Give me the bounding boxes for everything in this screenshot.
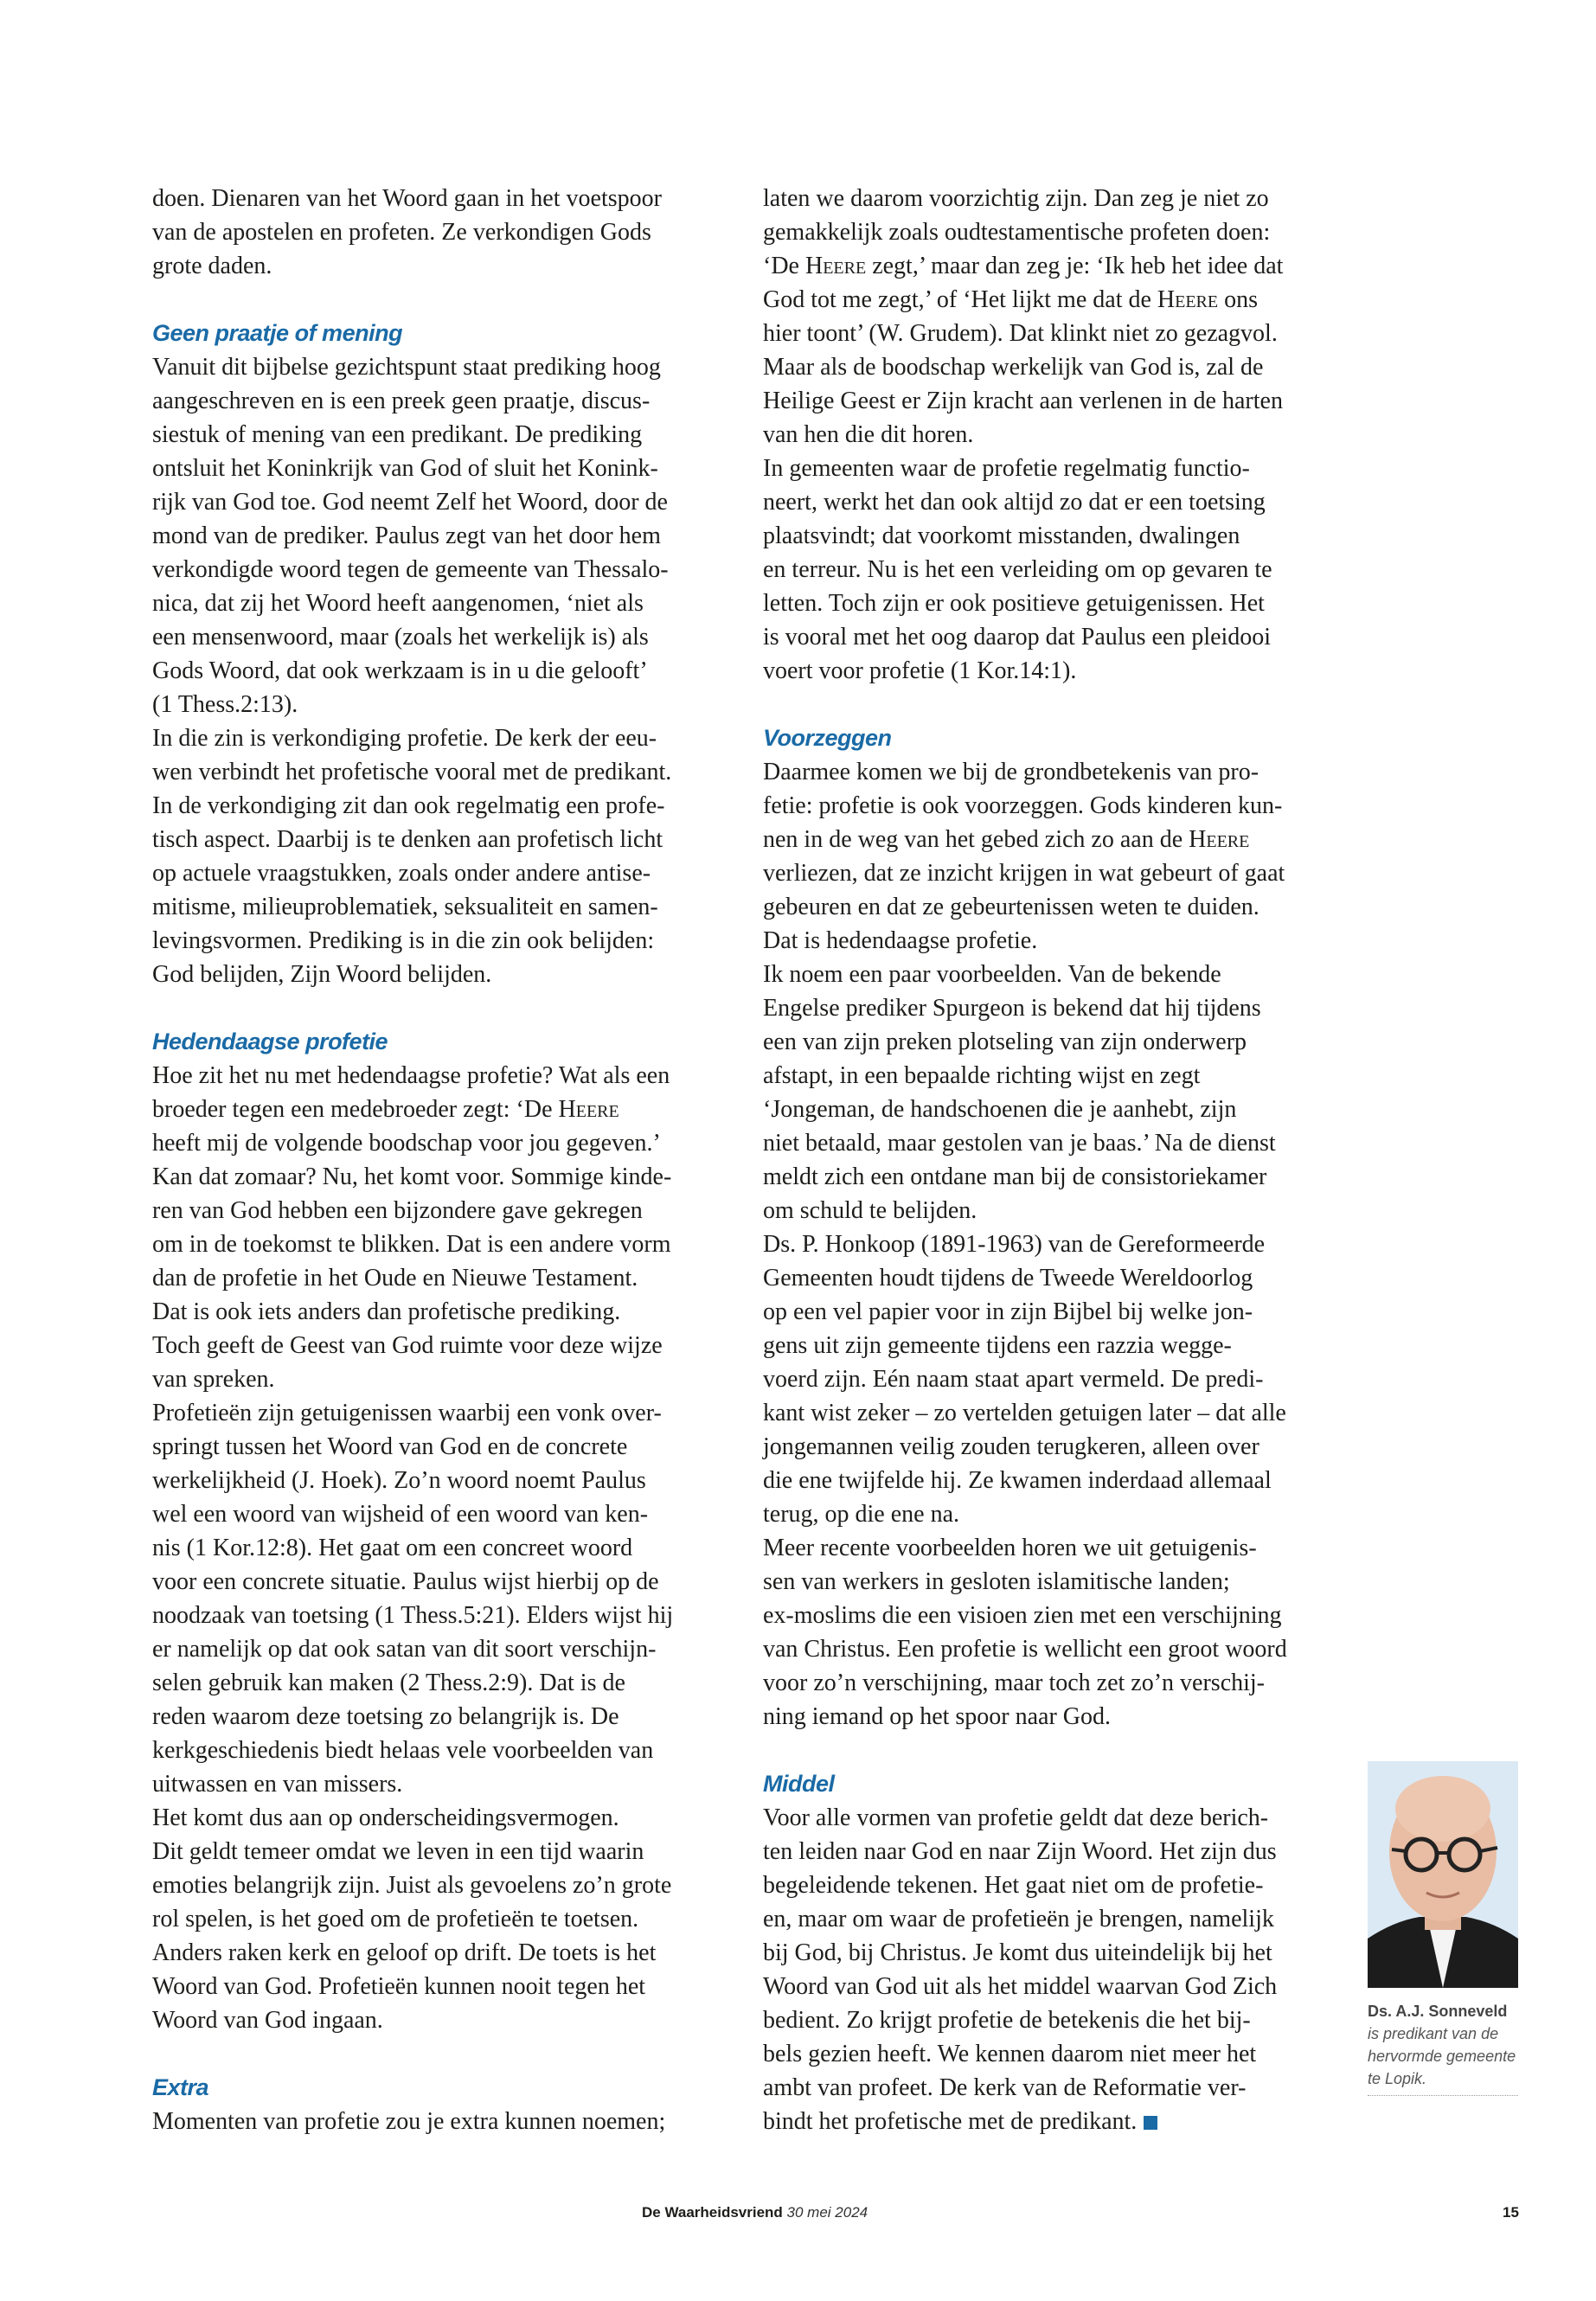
paragraph-line: van de apostelen en profeten. Ze verkondigen Gods	[152, 219, 651, 246]
paragraph-line: jongemannen veilig zouden terugkeren, alleen over	[763, 1433, 1259, 1460]
paragraph-line: heeft mij de volgende boodschap voor jou gegeven.’	[152, 1130, 661, 1157]
paragraph-line: gebeuren en dat ze gebeurtenissen weten te duiden.	[763, 894, 1259, 920]
section-heading: Extra	[152, 2074, 209, 2100]
small-caps-word: Heere	[558, 1096, 619, 1123]
paragraph-line: Dit geldt temeer omdat we leven in een tijd waarin	[152, 1838, 644, 1865]
paragraph-line: nica, dat zij het Woord heeft aangenomen, ‘niet als	[152, 590, 644, 617]
paragraph-line: plaatsvindt; dat voorkomt misstanden, dwalingen	[763, 522, 1240, 549]
author-role-line: is predikant van de	[1368, 2025, 1499, 2042]
paragraph-line: een van zijn preken plotseling van zijn onderwerp	[763, 1029, 1247, 1055]
paragraph-line: voor zo’n verschijning, maar toch zet zo’n verschij-	[763, 1670, 1266, 1696]
paragraph-line: en terreur. Nu is het een verleiding om op gevaren te	[763, 556, 1272, 583]
paragraph-line: uitwassen en van missers.	[152, 1771, 403, 1798]
paragraph-line: verliezen, dat ze inzicht krijgen in wat gebeurt of gaat	[763, 860, 1285, 887]
author-role-line: te Lopik.	[1368, 2070, 1427, 2087]
paragraph-line: Profetieën zijn getuigenissen waarbij een vonk over-	[152, 1400, 662, 1426]
paragraph-line: broeder tegen een medebroeder zegt: ‘De Heere	[152, 1096, 619, 1123]
paragraph-line: Het komt dus aan op onderscheidingsvermogen.	[152, 1804, 619, 1831]
section-heading: Middel	[763, 1771, 835, 1797]
paragraph-line: God tot me zegt,’ of ‘Het lijkt me dat de Heere ons	[763, 286, 1259, 313]
paragraph-line: niet betaald, maar gestolen van je baas.’ Na de dienst	[763, 1130, 1276, 1157]
paragraph-line: grote daden.	[152, 253, 272, 279]
paragraph-line: wel een woord van wijsheid of een woord van ken-	[152, 1501, 649, 1528]
paragraph-line: fetie: profetie is ook voorzeggen. Gods kinderen kun-	[763, 792, 1283, 819]
paragraph-line: Toch geeft de Geest van God ruimte voor deze wijze	[152, 1332, 663, 1359]
paragraph-line: bels gezien heeft. We kennen daarom niet meer het	[763, 2041, 1257, 2067]
small-caps-word: Heere	[1189, 826, 1250, 853]
paragraph-line: om schuld te belijden.	[763, 1197, 977, 1224]
article-end-icon	[1144, 2116, 1157, 2130]
paragraph-line: kerkgeschiedenis biedt helaas vele voorbeelden van	[152, 1737, 654, 1764]
paragraph-line: emoties belangrijk zijn. Juist als gevoelens zo’n grote	[152, 1872, 672, 1899]
paragraph-line: Woord van God. Profetieën kunnen nooit tegen het	[152, 1973, 646, 2000]
paragraph-line: dan de profetie in het Oude en Nieuwe Testament.	[152, 1265, 638, 1292]
paragraph-line: op actuele vraagstukken, zoals onder andere antise-	[152, 860, 651, 887]
paragraph-line: Gods Woord, dat ook werkzaam is in u die gelooft’	[152, 657, 648, 684]
paragraph-line: van spreken.	[152, 1366, 275, 1393]
paragraph-line: wen verbindt het profetische vooral met de predikant.	[152, 759, 672, 785]
paragraph-line: In die zin is verkondiging profetie. De kerk der eeu-	[152, 725, 657, 752]
paragraph-line: ‘De Heere zegt,’ maar dan zeg je: ‘Ik heb het idee dat	[763, 253, 1284, 279]
paragraph-line: en, maar om waar de profetieën je brengen, namelijk	[763, 1906, 1274, 1932]
paragraph-line: noodzaak van toetsing (1 Thess.5:21). Elders wijst hij	[152, 1602, 674, 1629]
paragraph-line: springt tussen het Woord van God en de concrete	[152, 1433, 628, 1460]
paragraph-line: is vooral met het oog daarop dat Paulus een pleidooi	[763, 624, 1272, 651]
author-role	[1368, 2022, 1518, 2090]
author-box	[1368, 1761, 1518, 2096]
paragraph-line: Anders raken kerk en geloof op drift. De toets is het	[152, 1939, 657, 1966]
paragraph-line: sen van werkers in gesloten islamitische landen;	[763, 1568, 1230, 1595]
paragraph-line: een mensenwoord, maar (zoals het werkelijk is) als	[152, 624, 649, 651]
paragraph-line: mitisme, milieuproblematiek, seksualiteit en samen-	[152, 894, 658, 920]
paragraph-line: Daarmee komen we bij de grondbetekenis van pro-	[763, 759, 1259, 785]
paragraph-line: Ds. P. Honkoop (1891-1963) van de Gereformeerde	[763, 1231, 1266, 1258]
paragraph-line: terug, op die ene na.	[763, 1501, 960, 1528]
caption-divider	[1368, 2095, 1518, 2096]
paragraph-line: verkondigde woord tegen de gemeente van Thessalo-	[152, 556, 669, 583]
article-column-left	[152, 182, 740, 2138]
article-column-right	[763, 182, 1351, 2138]
paragraph-line: rijk van God toe. God neemt Zelf het Woord, door de	[152, 489, 668, 516]
author-name: Ds. A.J. Sonneveld	[1368, 2003, 1508, 2020]
paragraph-line: afstapt, in een bepaalde richting wijst en zegt	[763, 1062, 1201, 1089]
author-portrait-illustration	[1368, 1761, 1518, 1988]
paragraph-line: rol spelen, is het goed om de profetieën te toetsen.	[152, 1906, 639, 1932]
paragraph-line: werkelijkheid (J. Hoek). Zo’n woord noemt Paulus	[152, 1467, 646, 1494]
paragraph-line: selen gebruik kan maken (2 Thess.2:9). Dat is de	[152, 1670, 625, 1696]
paragraph-line: God belijden, Zijn Woord belijden.	[152, 961, 492, 988]
paragraph-line: (1 Thess.2:13).	[152, 691, 298, 718]
small-caps-word: Heere	[804, 253, 867, 279]
paragraph-line: ning iemand op het spoor naar God.	[763, 1703, 1112, 1730]
paragraph-line: nis (1 Kor.12:8). Het gaat om een concreet woord	[152, 1535, 633, 1561]
paragraph-line: laten we daarom voorzichtig zijn. Dan zeg je niet zo	[763, 185, 1269, 212]
paragraph-line: bindt het profetische met de predikant.	[763, 2105, 1351, 2138]
paragraph-line: gens uit zijn gemeente tijdens een razzia wegge-	[763, 1332, 1232, 1359]
paragraph-line: Momenten van profetie zou je extra kunnen noemen;	[152, 2108, 666, 2135]
paragraph-line: siestuk of mening van een predikant. De prediking	[152, 421, 643, 448]
paragraph-line: bedient. Zo krijgt profetie de betekenis die het bij-	[763, 2007, 1251, 2034]
paragraph-line: In de verkondiging zit dan ook regelmatig een profe-	[152, 792, 665, 819]
paragraph-line: meldt zich een ontdane man bij de consistoriekamer	[763, 1163, 1267, 1190]
section-heading: Voorzeggen	[763, 725, 892, 751]
paragraph-line: Heilige Geest er Zijn kracht aan verlenen in de harten	[763, 388, 1283, 414]
paragraph-line: ren van God hebben een bijzondere gave gekregen	[152, 1197, 643, 1224]
paragraph-line: Voor alle vormen van profetie geldt dat deze berich-	[763, 1804, 1269, 1831]
small-caps-word: Heere	[1157, 286, 1219, 313]
author-role-line: hervormde gemeente	[1368, 2048, 1516, 2065]
paragraph-line: letten. Toch zijn er ook positieve getuigenissen. Het	[763, 590, 1265, 617]
paragraph-line: van Christus. Een profetie is wellicht een groot woord	[763, 1636, 1287, 1663]
paragraph-line: van hen die dit horen.	[763, 421, 974, 448]
paragraph-line: ambt van profeet. De kerk van de Reformatie ver-	[763, 2074, 1247, 2101]
section-heading: Geen praatje of mening	[152, 320, 403, 346]
paragraph-line: om in de toekomst te blikken. Dat is een andere vorm	[152, 1231, 671, 1258]
paragraph-line: Woord van God ingaan.	[152, 2007, 383, 2034]
paragraph-line: voor een concrete situatie. Paulus wijst hierbij op de	[152, 1568, 659, 1595]
paragraph-line: reden waarom deze toetsing zo belangrijk is. De	[152, 1703, 619, 1730]
paragraph-line: mond van de prediker. Paulus zegt van het door hem	[152, 522, 661, 549]
paragraph-line: Woord van God uit als het middel waarvan God Zich	[763, 1973, 1278, 2000]
paragraph-line: ex-moslims die een visioen zien met een verschijning	[763, 1602, 1282, 1629]
publication-info	[642, 2204, 868, 2221]
paragraph-line: ontsluit het Koninkrijk van God of sluit het Konink-	[152, 455, 658, 482]
paragraph-line: doen. Dienaren van het Woord gaan in het voetspoor	[152, 185, 662, 212]
paragraph-line: hier toont’ (W. Grudem). Dat klinkt niet zo gezagvol.	[763, 320, 1278, 347]
paragraph-line: begeleidende tekenen. Het gaat niet om de profetie-	[763, 1872, 1264, 1899]
paragraph-line: Kan dat zomaar? Nu, het komt voor. Sommige kinde-	[152, 1163, 672, 1190]
paragraph-line: nen in de weg van het gebed zich zo aan de Heere	[763, 826, 1250, 853]
paragraph-line: die ene twijfelde hij. Ze kwamen inderdaad allemaal	[763, 1467, 1272, 1494]
paragraph-line: Engelse prediker Spurgeon is bekend dat hij tijdens	[763, 995, 1261, 1022]
paragraph-line: neert, werkt het dan ook altijd zo dat er een toetsing	[763, 489, 1266, 516]
paragraph-line: Gemeenten houdt tijdens de Tweede Wereldoorlog	[763, 1265, 1253, 1292]
paragraph-line: Meer recente voorbeelden horen we uit getuigenis-	[763, 1535, 1257, 1561]
paragraph-line: Ik noem een paar voorbeelden. Van de bekende	[763, 961, 1221, 988]
paragraph-line: Dat is ook iets anders dan profetische prediking.	[152, 1298, 621, 1325]
paragraph-line: kant wist zeker – zo vertelden getuigen later – dat alle	[763, 1400, 1286, 1426]
paragraph-line: tisch aspect. Daarbij is te denken aan profetisch licht	[152, 826, 663, 853]
paragraph-line: er namelijk op dat ook satan van dit soort verschijn-	[152, 1636, 657, 1663]
paragraph-line: In gemeenten waar de profetie regelmatig functio-	[763, 455, 1250, 482]
publication-name: De Waarheidsvriend	[642, 2204, 783, 2221]
paragraph-line: Maar als de boodschap werkelijk van God is, zal de	[763, 354, 1264, 381]
paragraph-line: Hoe zit het nu met hedendaagse profetie? Wat als een	[152, 1062, 670, 1089]
section-heading: Hedendaagse profetie	[152, 1029, 388, 1054]
paragraph-line: op een vel papier voor in zijn Bijbel bij welke jon-	[763, 1298, 1253, 1325]
page-number: 15	[1503, 2204, 1519, 2221]
paragraph-line: voert voor profetie (1 Kor.14:1).	[763, 657, 1077, 684]
author-photo	[1368, 1761, 1518, 1988]
paragraph-line: Dat is hedendaagse profetie.	[763, 927, 1038, 954]
publication-date: 30 mei 2024	[786, 2204, 869, 2221]
paragraph-line: ten leiden naar God en naar Zijn Woord. Het zijn dus	[763, 1838, 1277, 1865]
paragraph-line: Vanuit dit bijbelse gezichtspunt staat prediking hoog	[152, 354, 661, 381]
paragraph-line: voerd zijn. Eén naam staat apart vermeld. De predi-	[763, 1366, 1264, 1393]
paragraph-line: bij God, bij Christus. Je komt dus uiteindelijk bij het	[763, 1939, 1272, 1966]
paragraph-line: aangeschreven en is een preek geen praatje, discus-	[152, 388, 651, 414]
paragraph-line: levingsvormen. Prediking is in die zin ook belijden:	[152, 927, 655, 954]
paragraph-line: gemakkelijk zoals oudtestamentische profeten doen:	[763, 219, 1271, 246]
paragraph-line: ‘Jongeman, de handschoenen die je aanhebt, zijn	[763, 1096, 1237, 1123]
